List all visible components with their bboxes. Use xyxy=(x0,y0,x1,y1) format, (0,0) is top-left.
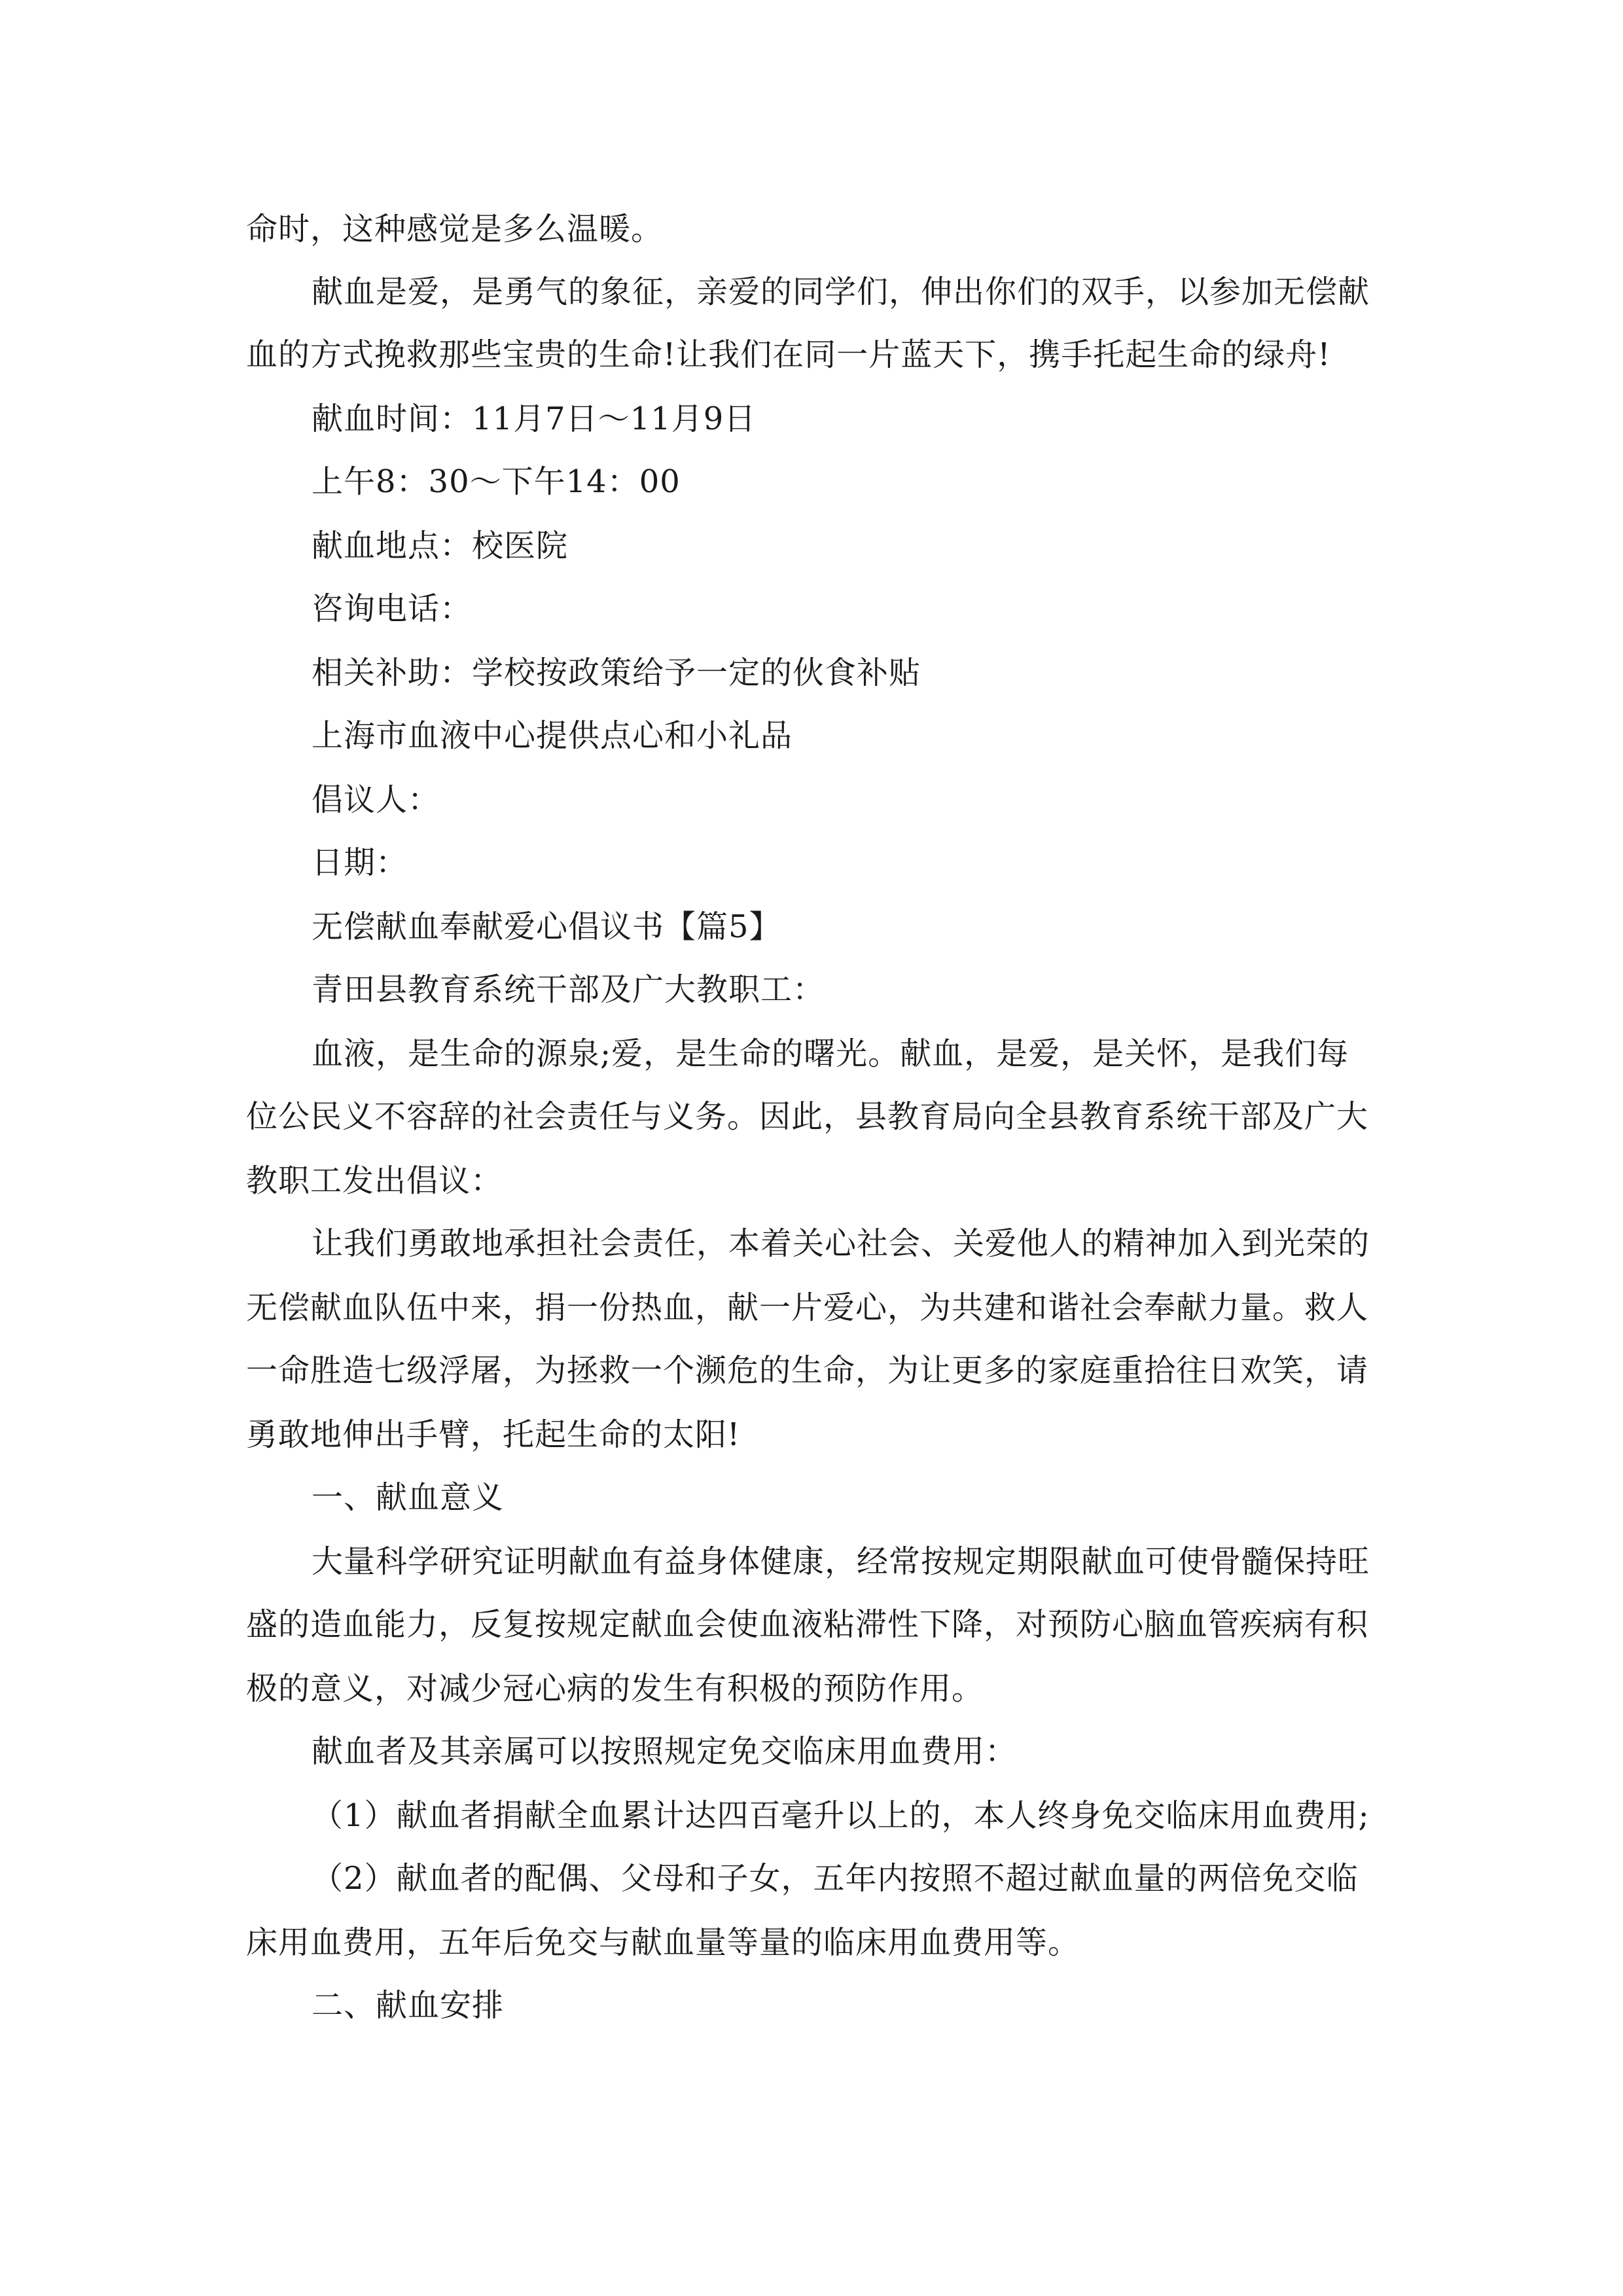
text-line: 极的意义，对减少冠心病的发生有积极的预防作用。 xyxy=(246,1670,984,1707)
text-line: 血液，是生命的源泉;爱，是生命的曙光。献血，是爱，是关怀，是我们每 xyxy=(312,1035,1349,1072)
text-line: 献血是爱，是勇气的象征，亲爱的同学们，伸出你们的双手，以参加无偿献 xyxy=(312,274,1370,310)
text-line: 上海市血液中心提供点心和小礼品 xyxy=(312,717,793,754)
text-line: 床用血费用，五年后免交与献血量等量的临床用血费用等。 xyxy=(246,1924,1080,1961)
heading: 一、献血意义 xyxy=(312,1479,505,1516)
list-item: （1）献血者捐献全血累计达四百毫升以上的，本人终身免交临床用血费用; xyxy=(312,1797,1370,1834)
text-line: 盛的造血能力，反复按规定献血会使血液粘滞性下降，对预防心脑血管疾病有积 xyxy=(246,1606,1369,1643)
text-line: 命时，这种感觉是多么温暖。 xyxy=(246,211,664,247)
text-line: 血的方式挽救那些宝贵的生命!让我们在同一片蓝天下，携手托起生命的绿舟! xyxy=(246,336,1331,373)
text-line: 咨询电话： xyxy=(312,590,473,627)
list-item: （2）献血者的配偶、父母和子女，五年内按照不超过献血量的两倍免交临 xyxy=(312,1860,1359,1897)
section-title: 无偿献血奉献爱心倡议书【篇5】 xyxy=(312,908,781,945)
salutation: 青田县教育系统干部及广大教职工： xyxy=(312,971,825,1008)
text-line: 勇敢地伸出手臂，托起生命的太阳! xyxy=(246,1416,741,1453)
text-line: 献血时间：11月7日～11月9日 xyxy=(312,401,757,437)
text-line: 日期： xyxy=(312,844,408,881)
text-line: 位公民义不容辞的社会责任与义务。因此，县教育局向全县教育系统干部及广大 xyxy=(246,1098,1369,1135)
text-line: 相关补助：学校按政策给予一定的伙食补贴 xyxy=(312,655,921,691)
heading: 二、献血安排 xyxy=(312,1987,505,2024)
text-line: 大量科学研究证明献血有益身体健康，经常按规定期限献血可使骨髓保持旺 xyxy=(312,1543,1370,1580)
text-line: 上午8：30～下午14：00 xyxy=(312,463,681,500)
text-line: 献血者及其亲属可以按照规定免交临床用血费用： xyxy=(312,1733,1018,1770)
text-line: 献血地点：校医院 xyxy=(312,528,569,564)
text-line: 教职工发出倡议： xyxy=(246,1162,503,1199)
text-line: 倡议人： xyxy=(312,781,440,818)
text-line: 让我们勇敢地承担社会责任，本着关心社会、关爱他人的精神加入到光荣的 xyxy=(312,1225,1370,1262)
text-line: 一命胜造七级浮屠，为拯救一个濒危的生命，为让更多的家庭重拾往日欢笑，请 xyxy=(246,1352,1369,1389)
text-line: 无偿献血队伍中来，捐一份热血，献一片爱心，为共建和谐社会奉献力量。救人 xyxy=(246,1289,1369,1326)
